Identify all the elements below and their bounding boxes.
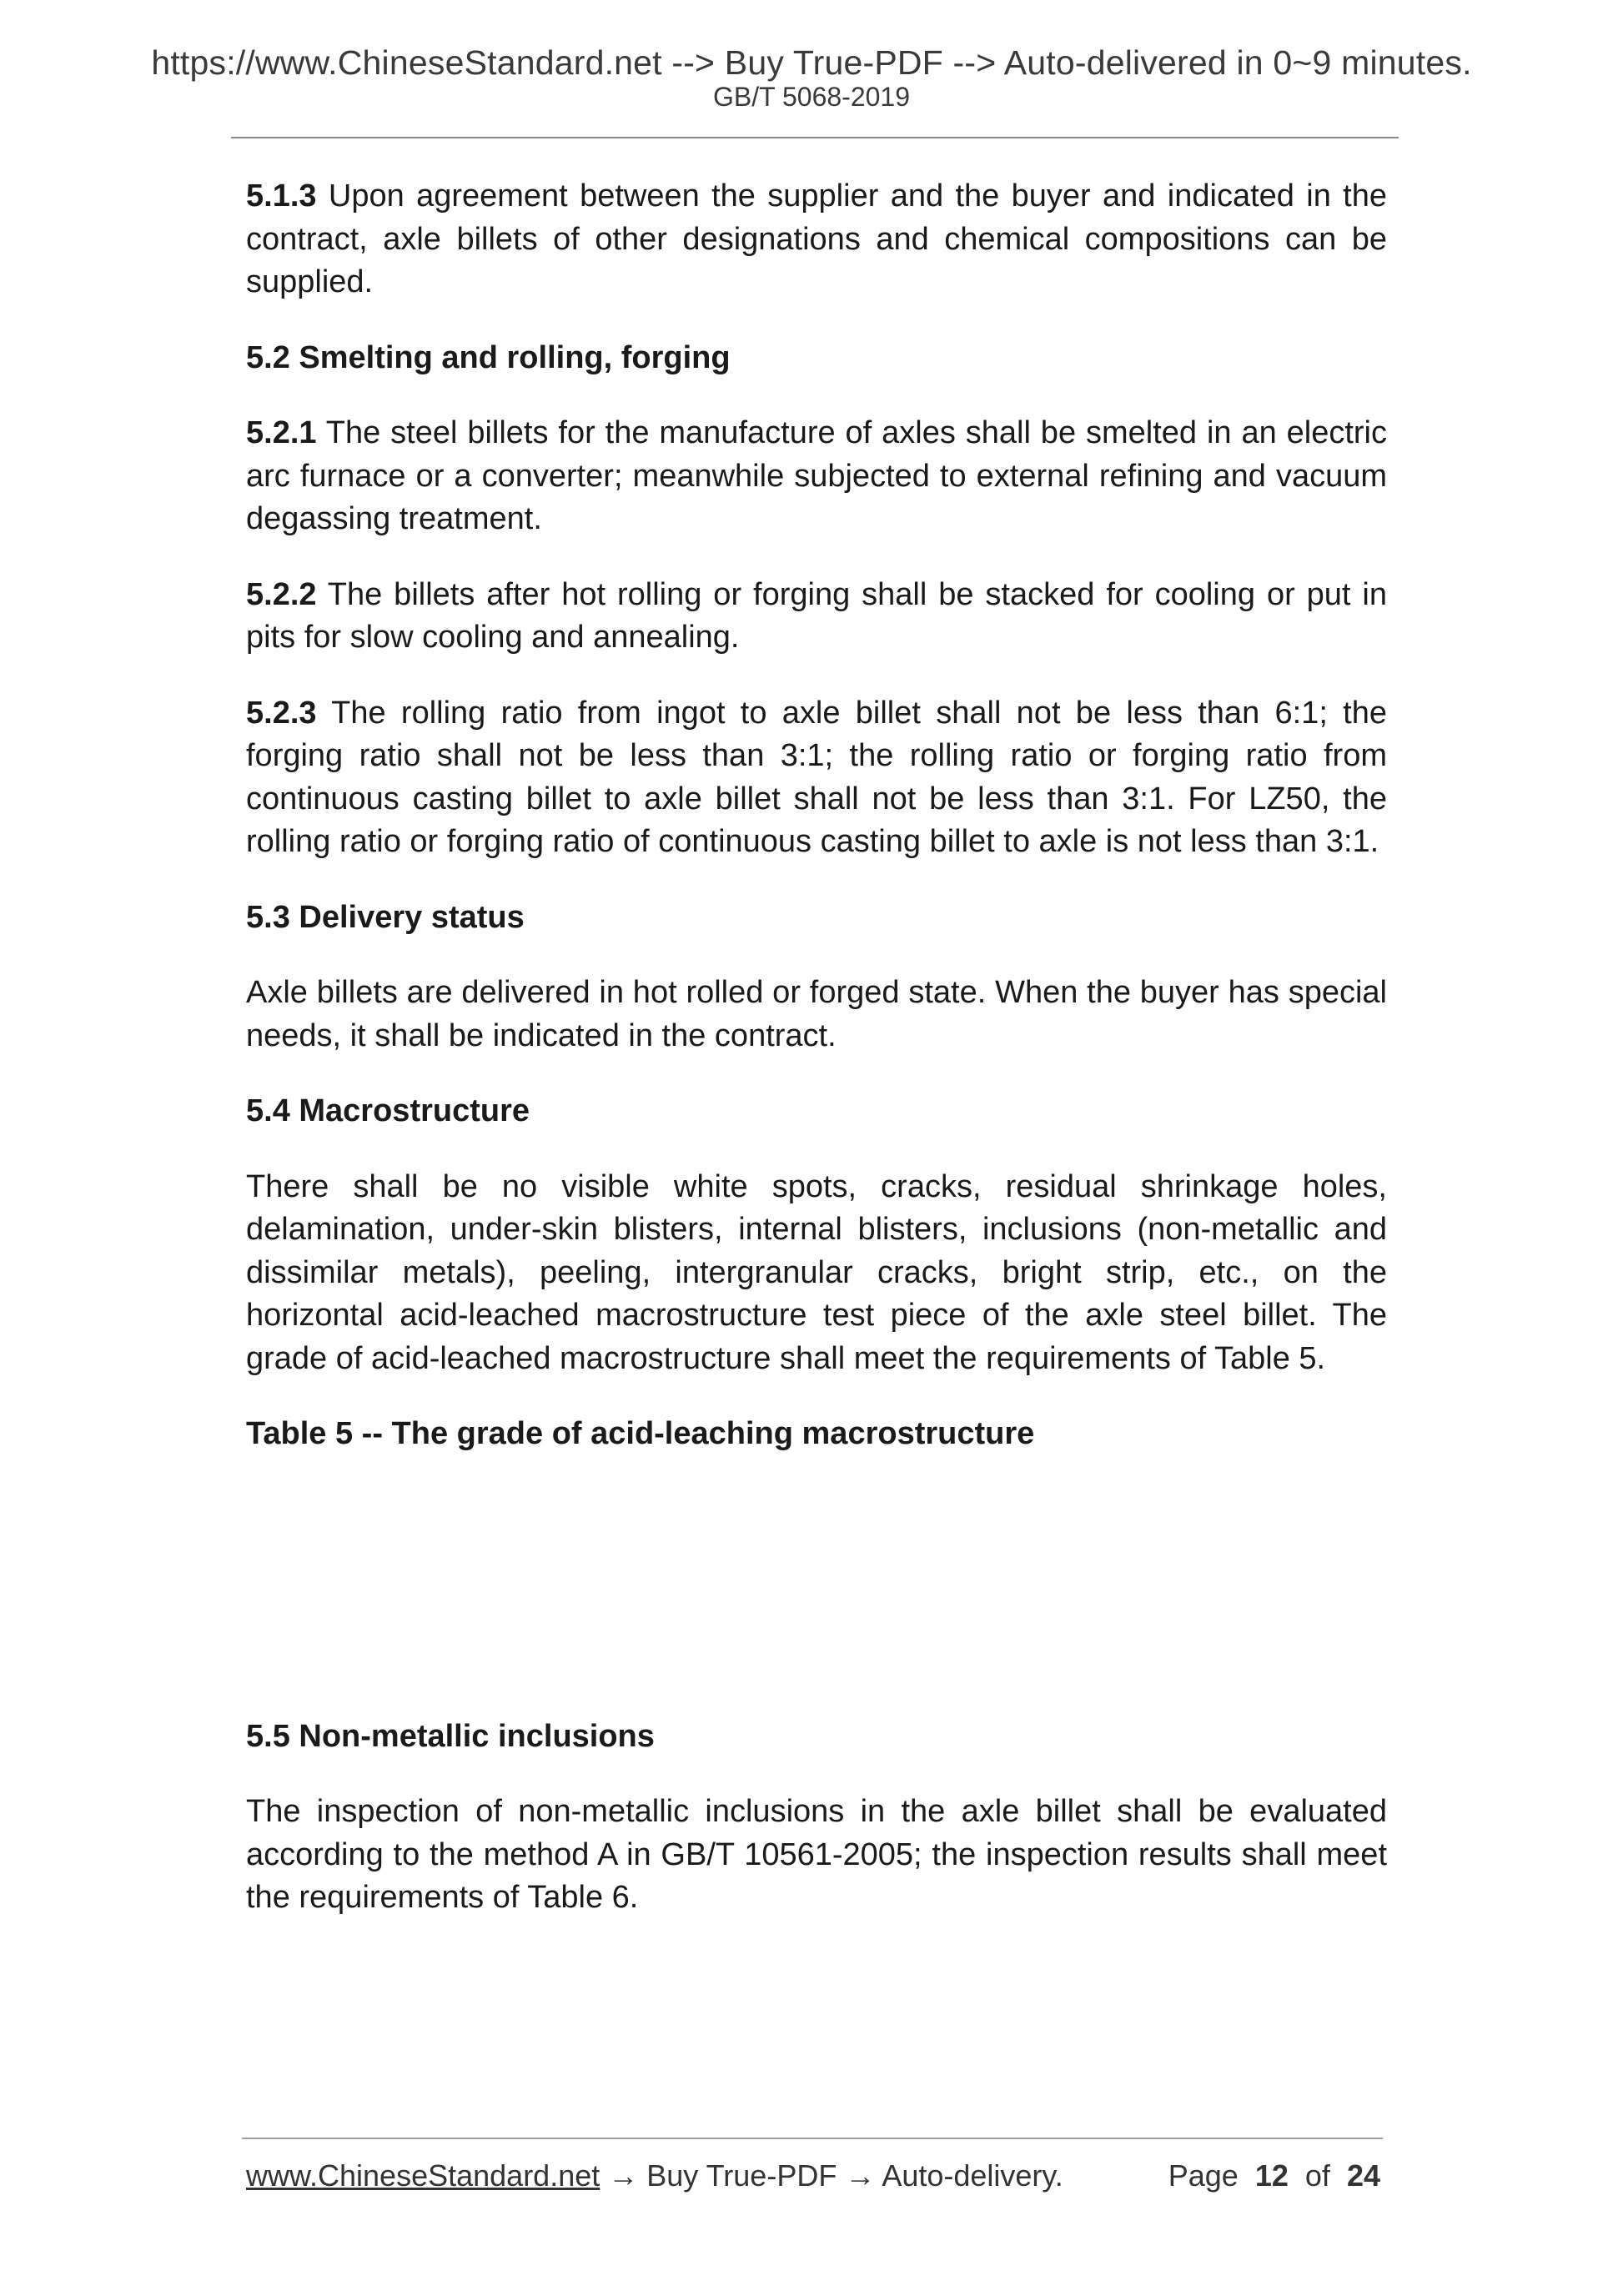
- clause-5-1-3: [246, 175, 1387, 304]
- table-5-area: [246, 1489, 1387, 1716]
- clause-5-2-3: [246, 692, 1387, 864]
- clause-text: The steel billets for the manufacture of axles shall be smelted in an electric arc furnace or a converter; meanwhile subjected to external refining and vacuum degassing treatment.: [246, 415, 1387, 536]
- clause-5-2-2: [246, 574, 1387, 660]
- top-banner: https://www.ChineseStandard.net --> Buy True-PDF --> Auto-delivered in 0~9 minutes.: [151, 43, 1472, 82]
- page-content: [246, 175, 1387, 1952]
- clause-text: The billets after hot rolling or forging shall be stacked for cooling or put in pits for slow cooling and annealing.: [246, 576, 1387, 655]
- page-number: 12: [1254, 2158, 1289, 2193]
- table-5-caption: Table 5 -- The grade of acid-leaching macrostructure: [246, 1416, 1035, 1451]
- clause-number: 5.2.3: [246, 695, 317, 731]
- clause-text: Upon agreement between the supplier and the buyer and indicated in the contract, axle billets of other designations and chemical compositions can be supplied.: [246, 178, 1387, 299]
- section-heading-5-2: 5.2 Smelting and rolling, forging: [246, 339, 731, 375]
- page-label: Page: [1168, 2158, 1239, 2193]
- of-label: of: [1304, 2158, 1330, 2193]
- paragraph-5-5: The inspection of non-metallic inclusions in the axle billet shall be evaluated according to the method A in GB/T 10561-2005; the inspection results shall meet the requirements of Table 6.: [246, 1794, 1387, 1915]
- header-divider: [231, 137, 1399, 138]
- section-heading-5-3: 5.3 Delivery status: [246, 899, 525, 935]
- paragraph-5-3: Axle billets are delivered in hot rolled or forged state. When the buyer has special needs, it shall be indicated in the contract.: [246, 975, 1387, 1053]
- clause-number: 5.2.1: [246, 415, 317, 450]
- page-total: 24: [1346, 2158, 1380, 2193]
- clause-text: The rolling ratio from ingot to axle billet shall not be less than 6:1; the forging ratio shall not be less than 3:1; the rolling ratio or forging ratio from continuous casting billet to axle billet shall not be less than 3:1. For LZ50, the rolling ratio or forging ratio of continuous casting billet to axle is not less than 3:1.: [246, 695, 1387, 859]
- page-indicator: [1168, 2158, 1380, 2193]
- footer-website-link[interactable]: www.ChineseStandard.net: [246, 2158, 600, 2193]
- clause-number: 5.1.3: [246, 178, 317, 214]
- paragraph-5-4: There shall be no visible white spots, cracks, residual shrinkage holes, delamination, under-skin blisters, internal blisters, inclusions (non-metallic and dissimilar metals), peeling, intergranular cracks, bright strip, etc., on the horizontal acid-leached macrostructure test piece of the axle steel billet. The grade of acid-leached macrostructure shall meet the requirements of Table 5.: [246, 1168, 1387, 1376]
- section-heading-5-4: 5.4 Macrostructure: [246, 1093, 530, 1128]
- footer-promo-text: → Buy True-PDF → Auto-delivery.: [600, 2158, 1063, 2193]
- section-heading-5-5: 5.5 Non-metallic inclusions: [246, 1718, 655, 1754]
- clause-5-2-1: [246, 412, 1387, 541]
- footer-divider: [242, 2138, 1383, 2139]
- clause-number: 5.2.2: [246, 576, 317, 612]
- footer-promo: [246, 2158, 1063, 2193]
- document-code: GB/T 5068-2019: [712, 82, 910, 112]
